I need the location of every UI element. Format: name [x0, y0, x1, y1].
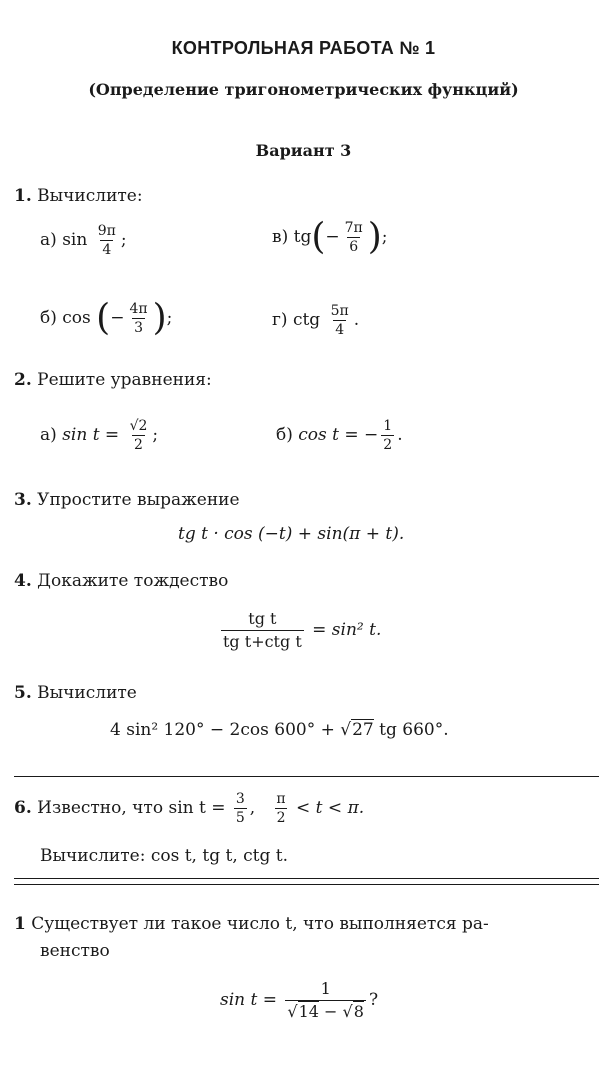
numerator: 3: [235, 791, 245, 807]
numerator: 7π: [344, 220, 363, 236]
task-number: 4.: [14, 571, 32, 591]
task-1-heading: [14, 186, 143, 206]
task-text: Вычислите:: [37, 186, 143, 206]
item-tail: .: [397, 425, 403, 445]
equation-lhs: cos t = −: [298, 425, 379, 445]
left-paren: (: [311, 216, 326, 258]
item-tail: ;: [381, 227, 388, 247]
minus-sign: −: [110, 308, 125, 328]
question-mark: ?: [368, 990, 379, 1010]
task-3-expression: tg t · cos (−t) + sin(π + t).: [178, 524, 405, 544]
task-text: Докажите тождество: [37, 571, 229, 591]
fraction: [285, 978, 366, 1023]
task-4-heading: [14, 571, 228, 591]
task-1g: [272, 302, 359, 339]
task-1v: [272, 216, 388, 258]
fraction: [274, 790, 287, 827]
fraction: [234, 790, 247, 827]
item-tail: ;: [152, 425, 159, 445]
sqrt-sign: √: [340, 720, 352, 740]
fraction: [96, 222, 118, 259]
equation-lhs: sin t =: [62, 425, 120, 445]
task-1a: [40, 222, 127, 259]
fraction: [221, 608, 304, 653]
divider: [14, 884, 599, 885]
divider: [14, 776, 599, 777]
denominator: 2: [276, 810, 286, 826]
equation-lhs: sin t =: [220, 990, 277, 1010]
fraction: [127, 300, 149, 337]
task-6-line2: Вычислите: cos t, tg t, ctg t.: [40, 846, 288, 866]
minus-sign: −: [325, 227, 340, 247]
item-tail: ;: [166, 308, 173, 328]
task-7-line2: венство: [40, 941, 110, 961]
numerator: tg t: [248, 609, 277, 628]
item-function: ctg: [292, 310, 321, 330]
sqrt-argument: 14: [298, 1002, 319, 1021]
denominator: 5: [235, 810, 245, 826]
task-2b: [276, 417, 403, 454]
item-label: в): [272, 227, 289, 247]
right-paren: ): [367, 216, 382, 258]
denominator: 4: [335, 322, 345, 338]
denominator: 2: [134, 437, 143, 453]
page-title: КОНТРОЛЬНАЯ РАБОТА № 1: [171, 38, 436, 58]
sqrt-argument: 27: [352, 720, 374, 740]
numerator: 4π: [129, 301, 148, 317]
task-3-heading: [14, 490, 240, 510]
numerator: 9π: [97, 223, 116, 239]
item-tail: .: [353, 310, 360, 330]
item-label: а): [40, 230, 57, 250]
denominator: 4: [102, 242, 112, 258]
task-5-heading: [14, 683, 137, 703]
denominator: tg t+ctg t: [223, 632, 302, 651]
page-subtitle: (Определение тригонометрических функций): [88, 80, 519, 99]
minus-sign: −: [318, 1002, 343, 1021]
item-function: tg: [293, 227, 312, 247]
task-text: Известно, что sin t =: [37, 798, 226, 818]
task-7-equation: [220, 978, 378, 1023]
task-number: 1: [14, 914, 26, 934]
fraction: [128, 417, 150, 454]
item-function: cos: [62, 308, 91, 328]
denominator: 3: [134, 320, 143, 336]
task-text: Упростите выражение: [37, 490, 240, 510]
task-5-expression: [110, 720, 449, 740]
identity-rhs: = sin² t.: [312, 620, 382, 640]
expression-part-b: tg 660°.: [379, 720, 449, 740]
expression-part-a: 4 sin² 120° − 2cos 600° +: [110, 720, 335, 740]
item-function: sin: [62, 230, 88, 250]
fraction: [329, 302, 351, 339]
sqrt-argument: 8: [353, 1002, 364, 1021]
task-4-identity: [218, 608, 381, 653]
task-1b: [40, 297, 173, 339]
denominator: 2: [383, 437, 393, 453]
denominator: 6: [349, 239, 359, 255]
task-number: 5.: [14, 683, 32, 703]
numerator: 1: [320, 979, 331, 998]
numerator: 1: [383, 418, 393, 434]
task-2-heading: [14, 370, 212, 390]
task-number: 2.: [14, 370, 32, 390]
item-label: б): [40, 308, 57, 328]
variant-label: Вариант 3: [255, 141, 352, 160]
task-6-heading: 6. Известно, что sin t = $\frac{3}{5}$ , $\frac{\pi}{2}$ < t < π.: [14, 791, 365, 826]
task-number: 3.: [14, 490, 32, 510]
fraction: [343, 219, 365, 256]
condition-tail: < t < π.: [296, 798, 365, 818]
fraction: [381, 417, 394, 454]
task-7-heading: [14, 914, 489, 934]
task-number: 1.: [14, 186, 32, 206]
numerator: 5π: [330, 303, 349, 319]
item-label: г): [272, 310, 288, 330]
divider: [14, 878, 599, 879]
numerator: √2: [129, 418, 148, 434]
task-text: Решите уравнения:: [37, 370, 212, 390]
task-number: 6.: [14, 798, 32, 818]
left-paren: (: [96, 297, 111, 339]
numerator: π: [276, 791, 286, 807]
task-text: Существует ли такое число t, что выполняется ра-: [31, 914, 489, 934]
item-tail: ;: [120, 230, 127, 250]
right-paren: ): [152, 297, 167, 339]
task-2a: [40, 417, 158, 454]
task-text: Вычислите: [37, 683, 137, 703]
denominator: √14 − √8: [287, 1002, 364, 1021]
item-label: а): [40, 425, 57, 445]
item-label: б): [276, 425, 293, 445]
